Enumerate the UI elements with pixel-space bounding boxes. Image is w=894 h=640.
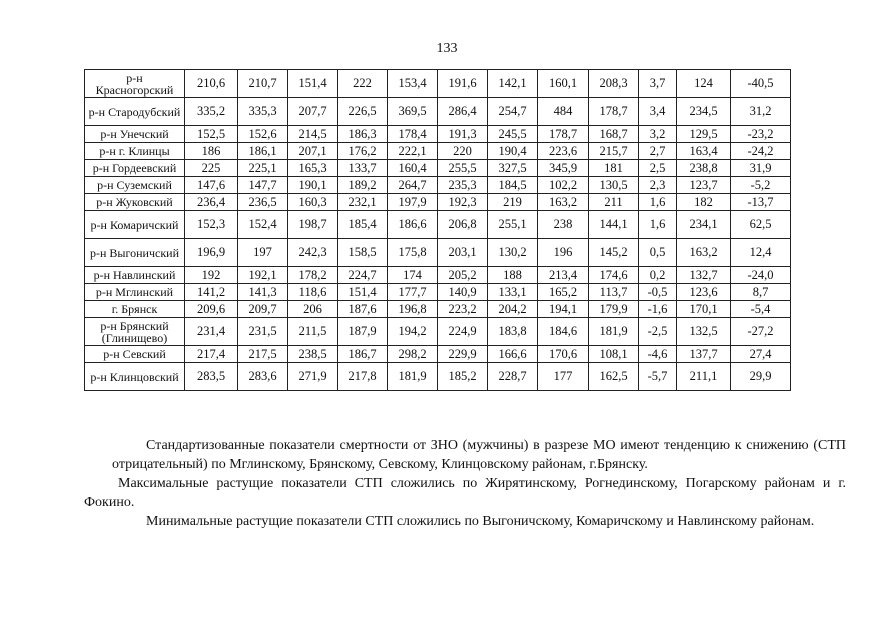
- value-cell: 185,4: [338, 211, 388, 239]
- value-cell: 132,7: [677, 267, 731, 284]
- value-cell: 283,6: [238, 363, 288, 391]
- value-cell: 130,2: [488, 239, 538, 267]
- body-text: [84, 436, 846, 531]
- value-cell: -27,2: [731, 318, 791, 346]
- district-name-cell: р-н Выгоничский: [85, 239, 185, 267]
- value-cell: 217,4: [185, 346, 238, 363]
- value-cell: 188: [488, 267, 538, 284]
- value-cell: 335,2: [185, 98, 238, 126]
- value-cell: 177,7: [388, 284, 438, 301]
- paragraph-trend-decrease: Стандартизованные показатели смертности от ЗНО (мужчины) в разрезе МО имеют тенденцию к снижению (СТП отрицательный) по Мглинскому, Брянскому, Севскому, Клинцовскому районам, г.Брянску.: [112, 438, 846, 472]
- value-cell: 31,2: [731, 98, 791, 126]
- value-cell: 151,4: [338, 284, 388, 301]
- value-cell: 210,7: [238, 70, 288, 98]
- value-cell: 3,7: [639, 70, 677, 98]
- value-cell: 178,4: [388, 126, 438, 143]
- value-cell: 197: [238, 239, 288, 267]
- district-name-cell: г. Брянск: [85, 301, 185, 318]
- value-cell: 234,5: [677, 98, 731, 126]
- value-cell: 2,5: [639, 160, 677, 177]
- value-cell: 206,8: [438, 211, 488, 239]
- district-name-cell: р-н Стародубский: [85, 98, 185, 126]
- value-cell: 194,2: [388, 318, 438, 346]
- value-cell: 186,6: [388, 211, 438, 239]
- paragraph-min-growth: Минимальные растущие показатели СТП сложились по Выгоничскому, Комаричскому и Навлинскому районам.: [146, 514, 815, 529]
- value-cell: 207,7: [288, 98, 338, 126]
- value-cell: 170,1: [677, 301, 731, 318]
- value-cell: 168,7: [589, 126, 639, 143]
- value-cell: 211,5: [288, 318, 338, 346]
- table-row: [85, 363, 791, 391]
- value-cell: 194,1: [538, 301, 589, 318]
- value-cell: 147,6: [185, 177, 238, 194]
- value-cell: 327,5: [488, 160, 538, 177]
- value-cell: 191,6: [438, 70, 488, 98]
- district-name-cell: р-н Мглинский: [85, 284, 185, 301]
- value-cell: 186,7: [338, 346, 388, 363]
- table-row: [85, 284, 791, 301]
- value-cell: 197,9: [388, 194, 438, 211]
- value-cell: 214,5: [288, 126, 338, 143]
- value-cell: 254,7: [488, 98, 538, 126]
- value-cell: 0,5: [639, 239, 677, 267]
- value-cell: 145,2: [589, 239, 639, 267]
- value-cell: 210,6: [185, 70, 238, 98]
- value-cell: 264,7: [388, 177, 438, 194]
- value-cell: 222,1: [388, 143, 438, 160]
- value-cell: 245,5: [488, 126, 538, 143]
- value-cell: 196,8: [388, 301, 438, 318]
- value-cell: 165,3: [288, 160, 338, 177]
- district-name-cell: р-н г. Клинцы: [85, 143, 185, 160]
- value-cell: 181,9: [589, 318, 639, 346]
- value-cell: 298,2: [388, 346, 438, 363]
- value-cell: -40,5: [731, 70, 791, 98]
- value-cell: 205,2: [438, 267, 488, 284]
- value-cell: 283,5: [185, 363, 238, 391]
- district-name-cell: р-н Красногорский: [85, 70, 185, 98]
- value-cell: 232,1: [338, 194, 388, 211]
- value-cell: 27,4: [731, 346, 791, 363]
- value-cell: 1,6: [639, 194, 677, 211]
- district-name-cell: р-н Брянский (Глинищево): [85, 318, 185, 346]
- value-cell: 163,2: [538, 194, 589, 211]
- value-cell: 186,1: [238, 143, 288, 160]
- value-cell: 183,8: [488, 318, 538, 346]
- value-cell: 345,9: [538, 160, 589, 177]
- mortality-table: [84, 69, 791, 391]
- value-cell: 185,2: [438, 363, 488, 391]
- value-cell: 238: [538, 211, 589, 239]
- value-cell: 238,5: [288, 346, 338, 363]
- value-cell: 211: [589, 194, 639, 211]
- value-cell: 223,6: [538, 143, 589, 160]
- value-cell: 152,4: [238, 211, 288, 239]
- table-row: [85, 346, 791, 363]
- value-cell: 182: [677, 194, 731, 211]
- value-cell: 192: [185, 267, 238, 284]
- value-cell: 133,1: [488, 284, 538, 301]
- value-cell: 236,4: [185, 194, 238, 211]
- value-cell: 231,4: [185, 318, 238, 346]
- value-cell: 144,1: [589, 211, 639, 239]
- value-cell: 151,4: [288, 70, 338, 98]
- value-cell: 190,4: [488, 143, 538, 160]
- value-cell: -5,2: [731, 177, 791, 194]
- value-cell: 225: [185, 160, 238, 177]
- value-cell: 184,5: [488, 177, 538, 194]
- value-cell: 271,9: [288, 363, 338, 391]
- value-cell: 133,7: [338, 160, 388, 177]
- value-cell: 206: [288, 301, 338, 318]
- value-cell: 219: [488, 194, 538, 211]
- value-cell: 62,5: [731, 211, 791, 239]
- district-name-cell: р-н Унечский: [85, 126, 185, 143]
- value-cell: 174: [388, 267, 438, 284]
- value-cell: 209,7: [238, 301, 288, 318]
- table-row: [85, 160, 791, 177]
- value-cell: 152,5: [185, 126, 238, 143]
- value-cell: 124: [677, 70, 731, 98]
- table-row: [85, 70, 791, 98]
- value-cell: 29,9: [731, 363, 791, 391]
- value-cell: 113,7: [589, 284, 639, 301]
- value-cell: 222: [338, 70, 388, 98]
- table-body: [85, 70, 791, 391]
- value-cell: 484: [538, 98, 589, 126]
- district-name-cell: р-н Клинцовский: [85, 363, 185, 391]
- table-row: [85, 177, 791, 194]
- value-cell: 1,6: [639, 211, 677, 239]
- value-cell: -2,5: [639, 318, 677, 346]
- value-cell: 160,1: [538, 70, 589, 98]
- value-cell: 108,1: [589, 346, 639, 363]
- value-cell: 187,9: [338, 318, 388, 346]
- value-cell: -24,0: [731, 267, 791, 284]
- value-cell: 236,5: [238, 194, 288, 211]
- value-cell: 217,5: [238, 346, 288, 363]
- value-cell: 12,4: [731, 239, 791, 267]
- table-row: [85, 98, 791, 126]
- value-cell: -13,7: [731, 194, 791, 211]
- value-cell: 153,4: [388, 70, 438, 98]
- value-cell: 228,7: [488, 363, 538, 391]
- value-cell: 286,4: [438, 98, 488, 126]
- value-cell: 224,7: [338, 267, 388, 284]
- value-cell: 198,7: [288, 211, 338, 239]
- value-cell: 162,5: [589, 363, 639, 391]
- value-cell: 166,6: [488, 346, 538, 363]
- value-cell: 175,8: [388, 239, 438, 267]
- value-cell: 176,2: [338, 143, 388, 160]
- value-cell: 184,6: [538, 318, 589, 346]
- value-cell: 186: [185, 143, 238, 160]
- value-cell: 181: [589, 160, 639, 177]
- district-name-cell: р-н Комаричский: [85, 211, 185, 239]
- value-cell: 238,8: [677, 160, 731, 177]
- table-row: [85, 194, 791, 211]
- table-row: [85, 301, 791, 318]
- value-cell: 225,1: [238, 160, 288, 177]
- value-cell: 369,5: [388, 98, 438, 126]
- value-cell: 152,6: [238, 126, 288, 143]
- value-cell: 140,9: [438, 284, 488, 301]
- value-cell: 192,3: [438, 194, 488, 211]
- district-name-cell: р-н Гордеевский: [85, 160, 185, 177]
- value-cell: 123,6: [677, 284, 731, 301]
- value-cell: 235,3: [438, 177, 488, 194]
- value-cell: 208,3: [589, 70, 639, 98]
- value-cell: 178,2: [288, 267, 338, 284]
- value-cell: 226,5: [338, 98, 388, 126]
- value-cell: 207,1: [288, 143, 338, 160]
- value-cell: -4,6: [639, 346, 677, 363]
- table-row: [85, 143, 791, 160]
- value-cell: 158,5: [338, 239, 388, 267]
- value-cell: 215,7: [589, 143, 639, 160]
- value-cell: 118,6: [288, 284, 338, 301]
- paragraph-max-growth: Максимальные растущие показатели СТП сложились по Жирятинскому, Рогнединскому, Погарскому районам и г. Фокино.: [84, 476, 846, 510]
- value-cell: 152,3: [185, 211, 238, 239]
- value-cell: 163,2: [677, 239, 731, 267]
- value-cell: 209,6: [185, 301, 238, 318]
- value-cell: 255,5: [438, 160, 488, 177]
- table-row: [85, 126, 791, 143]
- table-row: [85, 239, 791, 267]
- value-cell: 130,5: [589, 177, 639, 194]
- value-cell: 137,7: [677, 346, 731, 363]
- value-cell: 192,1: [238, 267, 288, 284]
- value-cell: 186,3: [338, 126, 388, 143]
- value-cell: 170,6: [538, 346, 589, 363]
- value-cell: 229,9: [438, 346, 488, 363]
- value-cell: 179,9: [589, 301, 639, 318]
- value-cell: 3,2: [639, 126, 677, 143]
- value-cell: 147,7: [238, 177, 288, 194]
- value-cell: 223,2: [438, 301, 488, 318]
- value-cell: 8,7: [731, 284, 791, 301]
- value-cell: 178,7: [589, 98, 639, 126]
- value-cell: -1,6: [639, 301, 677, 318]
- value-cell: 132,5: [677, 318, 731, 346]
- value-cell: 141,2: [185, 284, 238, 301]
- value-cell: 177: [538, 363, 589, 391]
- value-cell: 211,1: [677, 363, 731, 391]
- value-cell: 217,8: [338, 363, 388, 391]
- value-cell: 178,7: [538, 126, 589, 143]
- value-cell: 102,2: [538, 177, 589, 194]
- value-cell: 255,1: [488, 211, 538, 239]
- value-cell: 123,7: [677, 177, 731, 194]
- value-cell: 129,5: [677, 126, 731, 143]
- value-cell: 160,4: [388, 160, 438, 177]
- value-cell: -0,5: [639, 284, 677, 301]
- value-cell: 220: [438, 143, 488, 160]
- district-name-cell: р-н Жуковский: [85, 194, 185, 211]
- value-cell: 142,1: [488, 70, 538, 98]
- value-cell: -23,2: [731, 126, 791, 143]
- value-cell: 196,9: [185, 239, 238, 267]
- value-cell: -5,4: [731, 301, 791, 318]
- value-cell: 190,1: [288, 177, 338, 194]
- value-cell: 2,7: [639, 143, 677, 160]
- value-cell: 2,3: [639, 177, 677, 194]
- value-cell: 174,6: [589, 267, 639, 284]
- value-cell: 234,1: [677, 211, 731, 239]
- district-name-cell: р-н Суземский: [85, 177, 185, 194]
- value-cell: 224,9: [438, 318, 488, 346]
- table-row: [85, 267, 791, 284]
- value-cell: 165,2: [538, 284, 589, 301]
- value-cell: 204,2: [488, 301, 538, 318]
- page-number: 133: [436, 41, 458, 56]
- value-cell: 231,5: [238, 318, 288, 346]
- value-cell: 191,3: [438, 126, 488, 143]
- value-cell: 141,3: [238, 284, 288, 301]
- table-row: [85, 318, 791, 346]
- value-cell: -5,7: [639, 363, 677, 391]
- value-cell: 242,3: [288, 239, 338, 267]
- value-cell: 160,3: [288, 194, 338, 211]
- value-cell: 3,4: [639, 98, 677, 126]
- value-cell: 213,4: [538, 267, 589, 284]
- value-cell: 0,2: [639, 267, 677, 284]
- value-cell: 181,9: [388, 363, 438, 391]
- table-row: [85, 211, 791, 239]
- value-cell: 163,4: [677, 143, 731, 160]
- value-cell: 196: [538, 239, 589, 267]
- value-cell: 203,1: [438, 239, 488, 267]
- value-cell: 31,9: [731, 160, 791, 177]
- district-name-cell: р-н Севский: [85, 346, 185, 363]
- district-name-cell: р-н Навлинский: [85, 267, 185, 284]
- value-cell: -24,2: [731, 143, 791, 160]
- value-cell: 189,2: [338, 177, 388, 194]
- value-cell: 335,3: [238, 98, 288, 126]
- value-cell: 187,6: [338, 301, 388, 318]
